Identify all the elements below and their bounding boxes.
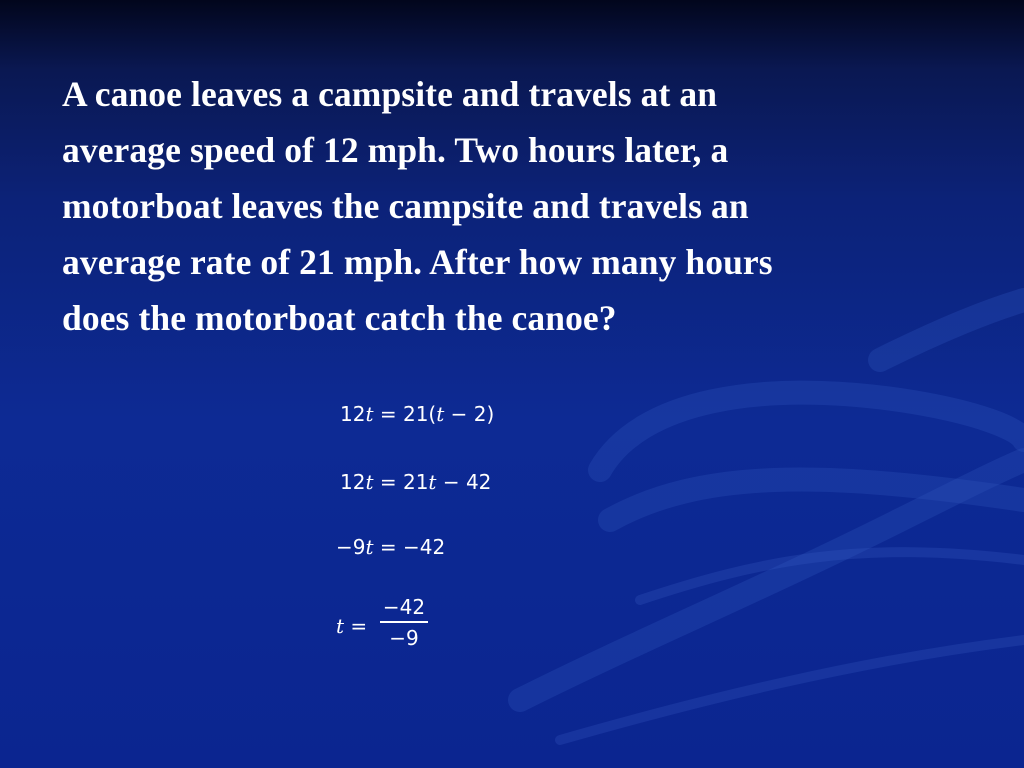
step1-rhs-variable: t [436, 402, 445, 426]
equation-step-4-fraction [380, 594, 428, 651]
step2-rhs-variable: t [428, 470, 437, 494]
equation-step-3 [336, 535, 445, 559]
step1-rhs: − 2) [444, 402, 495, 426]
fraction-numerator: −42 [382, 595, 426, 619]
step3-lhs-variable: t [365, 535, 374, 559]
fraction-bar [380, 621, 428, 623]
fraction-denominator: −9 [389, 626, 419, 650]
problem-line: average speed of 12 mph. Two hours later, a [62, 130, 729, 170]
step3-lhs-number: −9 [336, 535, 366, 559]
problem-line: average rate of 21 mph. After how many hours [62, 242, 773, 282]
equation-step-4-lhs [336, 614, 367, 638]
step2-rhs: − 42 [436, 470, 492, 494]
equation-step-2 [340, 470, 491, 494]
problem-line: motorboat leaves the campsite and travels an [62, 186, 749, 226]
step3-rhs: = −42 [373, 535, 446, 559]
problem-line: A canoe leaves a campsite and travels at an [62, 74, 718, 114]
problem-line: does the motorboat catch the canoe? [62, 298, 617, 338]
equation-step-1 [340, 402, 494, 426]
step2-lhs-variable: t [365, 470, 374, 494]
problem-statement [62, 66, 982, 346]
step2-lhs-number: 12 [340, 470, 366, 494]
step1-lhs-variable: t [365, 402, 374, 426]
step4-equals: = [344, 614, 368, 638]
step1-lhs-number: 12 [340, 402, 366, 426]
step4-variable: t [336, 614, 345, 638]
step1-equals: = 21( [373, 402, 437, 426]
step2-equals: = 21 [373, 470, 429, 494]
